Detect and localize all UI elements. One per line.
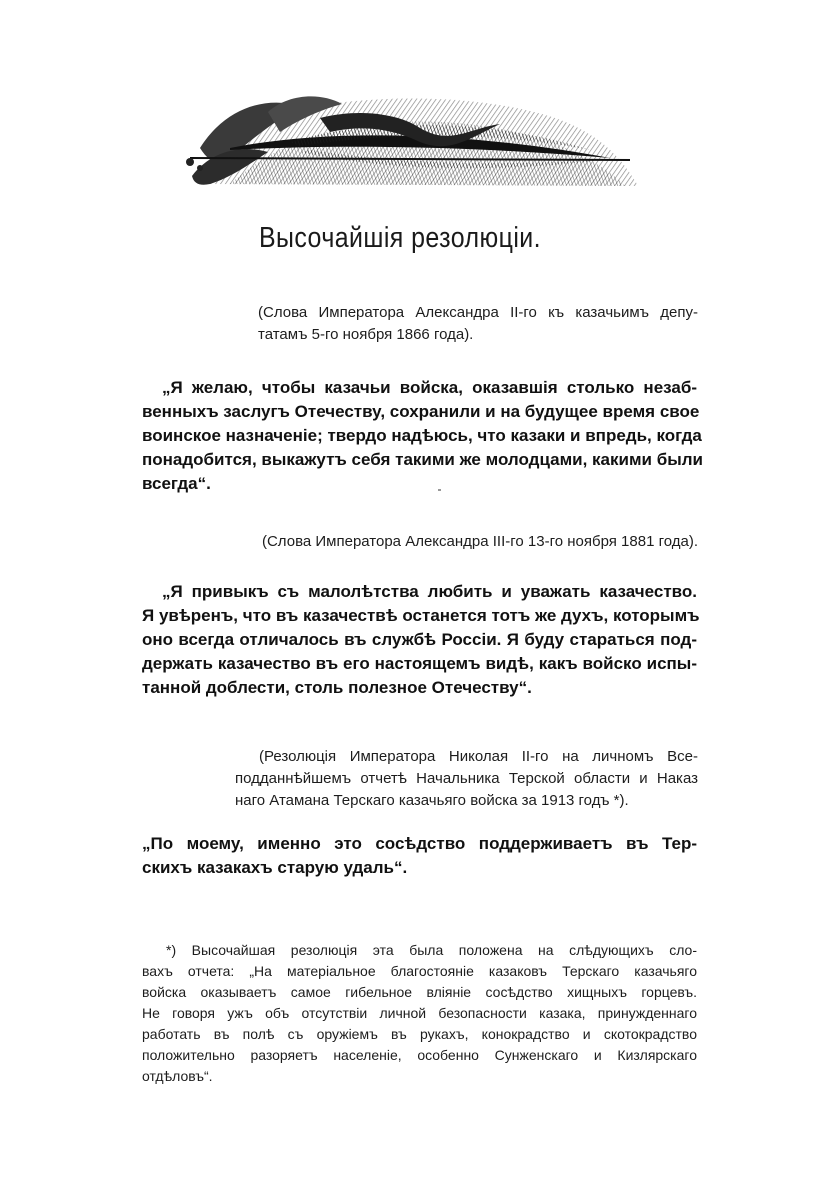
attribution-line: (Слова Императора Александра II-го къ казачьимъ депу- (258, 304, 698, 321)
print-speck (438, 489, 441, 491)
quote-line: „Я желаю, чтобы казачьи войска, оказавшія столько незаб- (162, 378, 697, 397)
attribution-line: подданнѣйшемъ отчетѣ Начальника Терской области и Наказ (235, 770, 698, 787)
quote-line: скихъ казакахъ старую удаль“. (142, 858, 408, 877)
quote-3 (142, 832, 697, 880)
footnote-line: *) Высочайшая резолюція эта была положена на слѣдующихъ сло- (166, 942, 697, 958)
quote-line: Я увѣренъ, что въ казачествѣ останется тотъ же духъ, которымъ (142, 606, 700, 625)
page-title: Высочайшія резолюціи. (258, 222, 542, 254)
quote-line: всегда“. (142, 474, 211, 493)
attribution-2 (232, 531, 698, 553)
quote-line: „Я привыкъ съ малолѣтства любить и уважать казачество. (162, 582, 697, 601)
attribution-line: (Слова Императора Александра III-го 13-го ноября 1881 года). (261, 533, 698, 550)
footnote (142, 940, 697, 1087)
footnote-line: вахъ отчета: „На матеріальное благостояніе казаковъ Терскаго казачьяго (142, 963, 697, 979)
attribution-1 (258, 302, 698, 346)
feather-quill-ornament (170, 88, 645, 192)
attribution-line: татамъ 5-го ноября 1866 года). (258, 326, 474, 343)
quote-line: держать казачество въ его настоящемъ видѣ, какъ войско испы- (142, 654, 697, 673)
footnote-line: отдѣловъ“. (142, 1068, 213, 1084)
quote-1 (142, 376, 703, 496)
quote-line: оно всегда отличалось въ службѣ Россіи. Я буду стараться под- (142, 630, 697, 649)
quote-line: понадобится, выкажутъ себя такими же молодцами, какими были (142, 450, 703, 469)
quote-line: „По моему, именно это сосѣдство поддерживаетъ въ Тер- (142, 834, 697, 853)
attribution-line: (Резолюція Императора Николая II-го на личномъ Все- (259, 748, 698, 765)
footnote-line: работать въ полѣ съ оружіемъ въ рукахъ, конокрадство и скотокрадство (142, 1026, 697, 1042)
quote-line: воинское назначеніе; твердо надѣюсь, что казаки и впредь, когда (142, 426, 702, 445)
footnote-line: Не говоря ужъ объ отсутствіи личной безопасности казака, принужденнаго (142, 1005, 697, 1021)
quote-line: венныхъ заслугъ Отечеству, сохранили и на будущее время свое (142, 402, 700, 421)
quote-2 (142, 580, 700, 700)
attribution-line: наго Атамана Терскаго казачьяго войска за 1913 годъ *). (235, 792, 629, 809)
footnote-line: положительно разоряетъ населеніе, особенно Сунженскаго и Кизлярскаго (142, 1047, 697, 1063)
attribution-3 (235, 746, 698, 812)
quote-line: танной доблести, столь полезное Отечеству“. (142, 678, 532, 697)
footnote-line: войска оказываетъ самое гибельное вліяніе сосѣдство хищныхъ горцевъ. (142, 984, 697, 1000)
